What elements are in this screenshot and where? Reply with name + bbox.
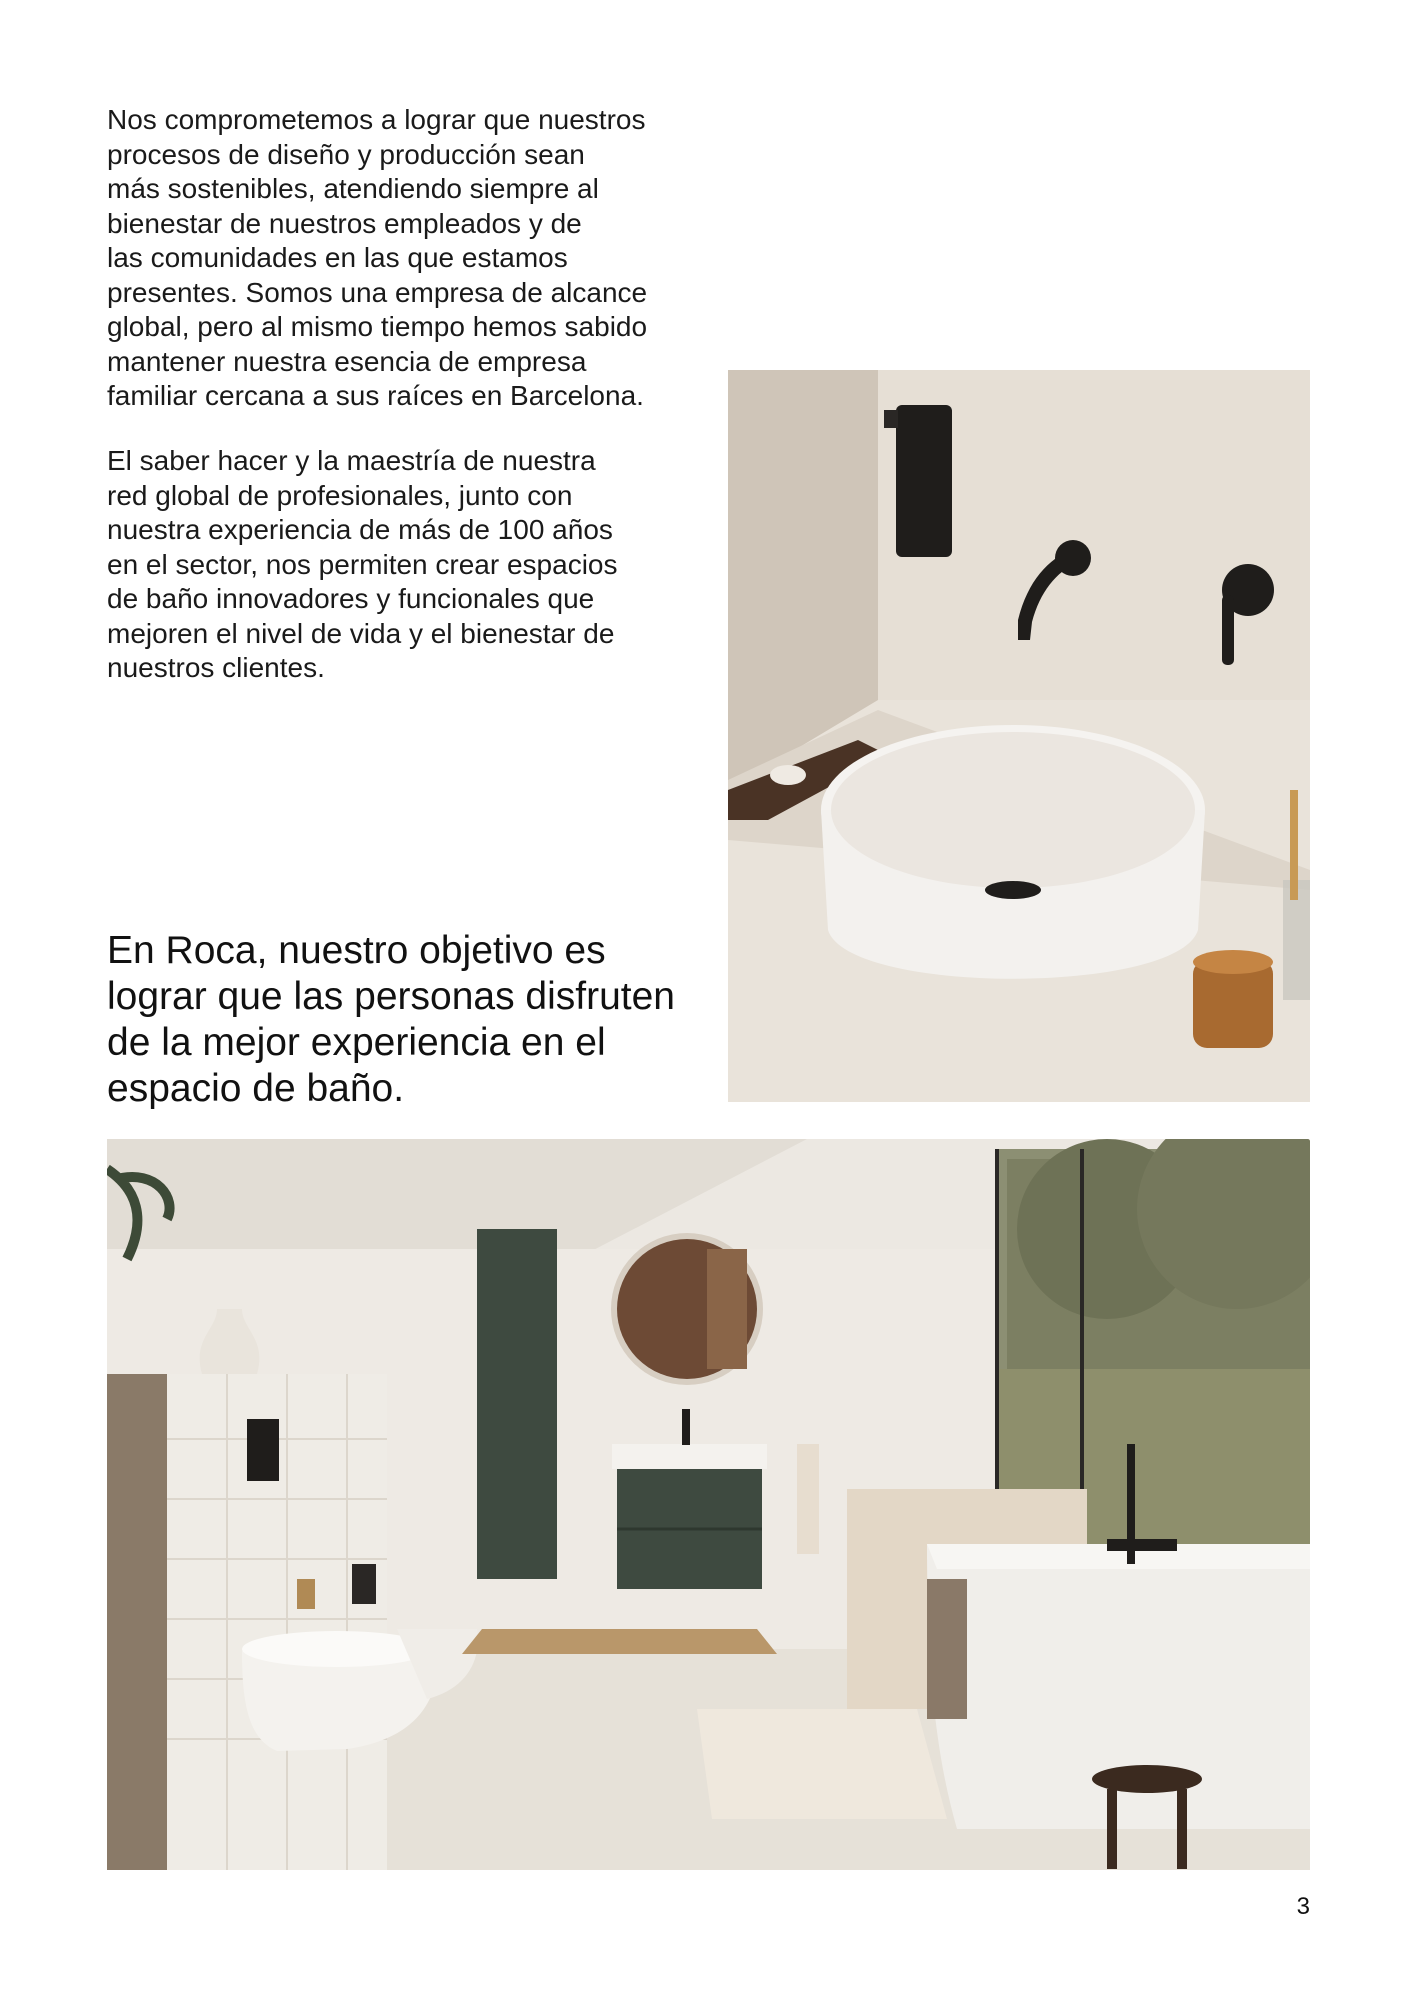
- washbasin-photo: [728, 370, 1310, 1102]
- heading-line: En Roca, nuestro objetivo es: [107, 929, 606, 972]
- washbasin-illustration: [728, 370, 1310, 1102]
- text-line: nuestros clientes.: [107, 652, 325, 683]
- text-line: presentes. Somos una empresa de alcance: [107, 276, 648, 308]
- text-line: de baño innovadores y funcionales que: [107, 583, 595, 614]
- text-line: más sostenibles, atendiendo siempre al: [107, 173, 599, 204]
- heading-line: lograr que las personas disfruten: [107, 975, 675, 1018]
- text-line: mantener nuestra esencia de empresa: [107, 345, 587, 377]
- text-line: global, pero al mismo tiempo hemos sabido: [107, 311, 648, 342]
- page-number: 3: [1296, 1893, 1310, 1920]
- text-line: las comunidades en las que estamos: [107, 242, 568, 273]
- text-line: nuestra experiencia de más de 100 años: [107, 514, 613, 545]
- intro-paragraph: [107, 103, 707, 414]
- bathroom-illustration: [107, 1139, 1310, 1870]
- text-line: mejoren el nivel de vida y el bienestar de: [107, 617, 615, 649]
- text-line: bienestar de nuestros empleados y de: [107, 207, 582, 239]
- mission-heading: [107, 928, 727, 1112]
- text-line: en el sector, nos permiten crear espacios: [107, 548, 618, 580]
- text-line: procesos de diseño y producción sean: [107, 138, 585, 170]
- text-line: red global de profesionales, junto con: [107, 479, 573, 511]
- heading-line: de la mejor experiencia en el: [107, 1021, 606, 1064]
- text-line: El saber hacer y la maestría de nuestra: [107, 445, 596, 476]
- expertise-paragraph: [107, 444, 707, 686]
- bathroom-photo: [107, 1139, 1310, 1870]
- heading-line: espacio de baño.: [107, 1067, 405, 1110]
- text-line: familiar cercana a sus raíces en Barcelona.: [107, 380, 644, 411]
- text-line: Nos comprometemos a lograr que nuestros: [107, 104, 646, 135]
